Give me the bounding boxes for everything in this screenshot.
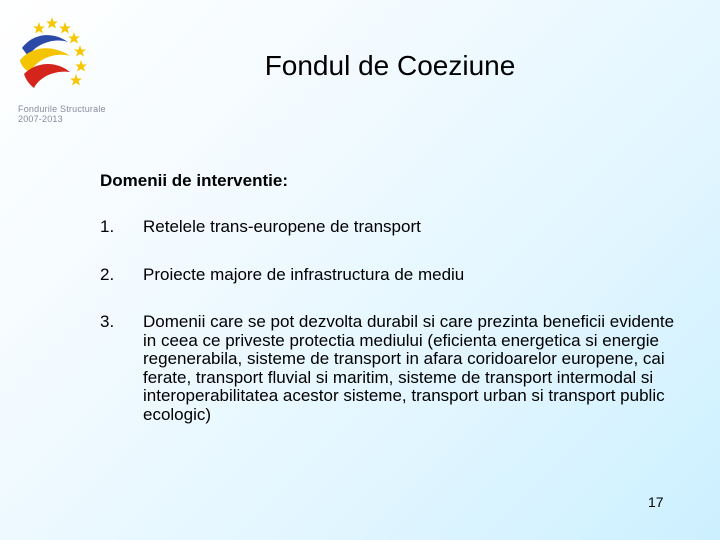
logo-caption — [18, 104, 110, 124]
list-item-number: 2. — [100, 264, 115, 284]
list-item — [100, 313, 690, 424]
logo-caption-line2: 2007-2013 — [18, 114, 63, 124]
logo-caption-line1: Fondurile Structurale — [18, 104, 106, 114]
list-item-text: Domenii care se pot dezvolta durabil si care prezinta beneficii evidente in ceea ce priveste protectia mediului (eficienta energetica si energie regenerabila, sisteme de transport in afara coridoarelor europene, cai ferate, transport fluvial si maritim, sisteme de transport intermodal si interoperabilitatea acestor sisteme, transport urban si transport public ecologic) — [143, 312, 675, 424]
list-item-number: 3. — [100, 312, 115, 331]
list-item-number: 1. — [100, 217, 115, 236]
list-item-text: Proiecte majore de infrastructura de mediu — [143, 264, 465, 284]
section-heading: Domenii de interventie: — [100, 171, 288, 190]
list-item — [100, 266, 690, 285]
list-item — [100, 218, 690, 237]
logo-emblem-icon — [8, 8, 108, 103]
slide-title: Fondul de Coeziune — [264, 50, 516, 81]
intervention-list — [100, 218, 690, 453]
page-number: 17 — [648, 494, 664, 510]
fonduri-structurale-logo — [8, 8, 108, 124]
list-item-text: Retelele trans-europene de transport — [143, 217, 421, 236]
